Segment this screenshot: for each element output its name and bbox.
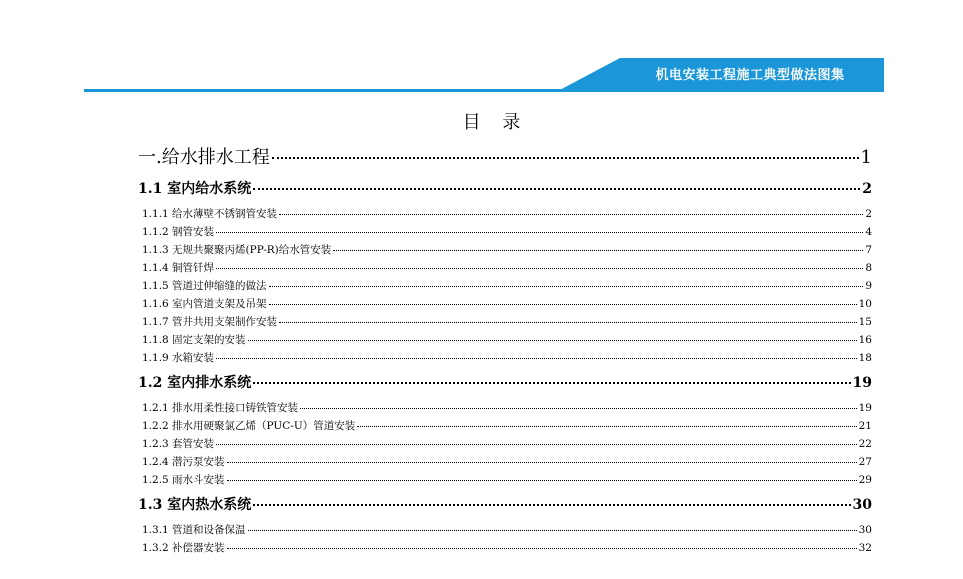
dot-leader [279, 322, 857, 323]
dot-leader [227, 480, 857, 481]
toc-entry-page: 1 [860, 147, 872, 168]
dot-leader [216, 232, 863, 233]
header-title: 机电安装工程施工典型做法图集 [655, 68, 845, 83]
toc-entry-label: 1.1.6 室内管道支架及吊架 [142, 298, 267, 310]
toc-entry-page: 19 [858, 402, 872, 414]
toc-entry[interactable] [138, 206, 872, 224]
page-header [0, 0, 963, 100]
toc-entry-page: 2 [865, 208, 872, 220]
toc-entry-label: 1.2.3 套管安装 [142, 438, 215, 450]
dot-leader [357, 426, 856, 427]
toc-entry[interactable] [138, 332, 872, 350]
toc-section[interactable] [138, 178, 872, 200]
dot-leader [216, 444, 857, 445]
toc-entry-label: 1.3 室内热水系统 [138, 497, 252, 513]
toc-entry[interactable] [138, 260, 872, 278]
toc-entry[interactable] [138, 522, 872, 540]
toc-entry[interactable] [138, 540, 872, 558]
table-of-contents [138, 143, 872, 558]
dot-leader [253, 382, 850, 384]
toc-entry-page: 9 [865, 280, 872, 292]
toc-entry-page: 16 [858, 334, 872, 346]
toc-entry-page: 7 [865, 244, 872, 256]
dot-leader [227, 548, 857, 549]
toc-entry-label: 1.3.2 补偿器安装 [142, 542, 225, 554]
toc-entry-label: 一.给水排水工程 [138, 147, 270, 168]
dot-leader [279, 214, 863, 215]
toc-entry[interactable] [138, 350, 872, 368]
toc-entry-page: 15 [858, 316, 872, 328]
toc-entry-label: 1.1 室内给水系统 [138, 181, 252, 197]
header-banner [0, 0, 963, 100]
toc-entry-page: 27 [858, 456, 872, 468]
toc-entry-label: 1.3.1 管道和设备保温 [142, 524, 246, 536]
dot-leader [269, 304, 857, 305]
toc-entry-label: 1.1.9 水箱安装 [142, 352, 215, 364]
toc-entry-label: 1.1.3 无规共聚聚丙烯(PP-R)给水管安装 [142, 244, 332, 256]
toc-entry[interactable] [138, 278, 872, 296]
dot-leader [227, 462, 857, 463]
toc-entry[interactable] [138, 400, 872, 418]
toc-entry-label: 1.2.5 雨水斗安装 [142, 474, 225, 486]
dot-leader [253, 504, 850, 506]
toc-section[interactable] [138, 494, 872, 516]
toc-entry-page: 29 [858, 474, 872, 486]
dot-leader [269, 286, 864, 287]
toc-heading: 目 录 [462, 112, 529, 133]
toc-entry[interactable] [138, 472, 872, 490]
dot-leader [300, 408, 857, 409]
toc-entry-page: 4 [865, 226, 872, 238]
toc-entry-page: 8 [865, 262, 872, 274]
toc-entry-label: 1.1.2 钢管安装 [142, 226, 215, 238]
toc-entry-page: 2 [862, 181, 872, 197]
toc-entry-page: 19 [852, 375, 872, 391]
toc-section[interactable] [138, 372, 872, 394]
toc-entry[interactable] [138, 242, 872, 260]
toc-entry-label: 1.1.1 给水薄壁不锈钢管安装 [142, 208, 278, 220]
toc-entry-label: 1.2.1 排水用柔性接口铸铁管安装 [142, 402, 299, 414]
dot-leader [253, 188, 860, 190]
dot-leader [216, 358, 857, 359]
toc-entry[interactable] [138, 296, 872, 314]
toc-entry-label: 1.2.4 潜污泵安装 [142, 456, 225, 468]
toc-entry-page: 32 [858, 542, 872, 554]
toc-entry-page: 22 [858, 438, 872, 450]
dot-leader [272, 157, 859, 159]
toc-entry-page: 18 [858, 352, 872, 364]
toc-chapter[interactable] [138, 143, 872, 173]
toc-entry[interactable] [138, 224, 872, 242]
toc-entry-label: 1.1.7 管井共用支架制作安装 [142, 316, 278, 328]
toc-entry[interactable] [138, 314, 872, 332]
toc-entry[interactable] [138, 436, 872, 454]
dot-leader [216, 268, 863, 269]
toc-entry[interactable] [138, 418, 872, 436]
toc-entry-page: 30 [858, 524, 872, 536]
dot-leader [248, 340, 857, 341]
toc-entry-label: 1.1.4 铜管钎焊 [142, 262, 215, 274]
dot-leader [248, 530, 857, 531]
toc-entry-label: 1.1.5 管道过伸缩缝的做法 [142, 280, 267, 292]
toc-entry-page: 30 [852, 497, 872, 513]
toc-entry-label: 1.2 室内排水系统 [138, 375, 252, 391]
toc-entry-page: 21 [858, 420, 872, 432]
toc-entry-page: 10 [858, 298, 872, 310]
toc-entry-label: 1.1.8 固定支架的安装 [142, 334, 246, 346]
toc-entry[interactable] [138, 454, 872, 472]
toc-entry-label: 1.2.2 排水用硬聚氯乙烯（PUC-U）管道安装 [142, 420, 356, 432]
dot-leader [333, 250, 863, 251]
